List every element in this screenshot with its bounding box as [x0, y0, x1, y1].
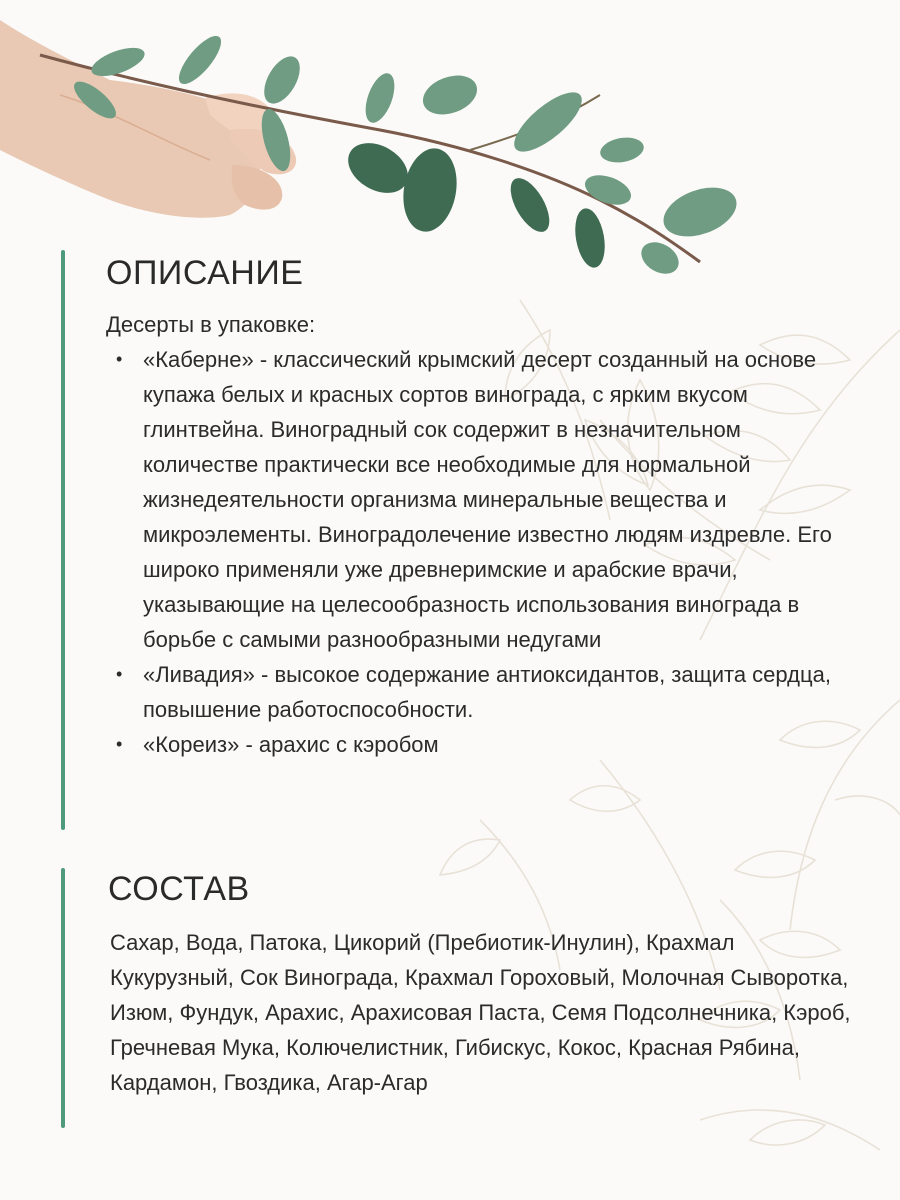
bullet-icon: • — [116, 349, 123, 369]
description-intro: Десерты в упаковке: — [106, 312, 316, 337]
list-item — [116, 727, 856, 762]
list-item-text: «Ливадия» - высокое содержание антиоксидантов, защита сердца, повышение работоспособности. — [143, 662, 831, 722]
dessert-list — [116, 342, 856, 762]
composition-accent-bar — [61, 868, 65, 1128]
list-item — [116, 657, 856, 727]
description-accent-bar — [61, 250, 65, 830]
composition-text: Сахар, Вода, Патока, Цикорий (Пребиотик-Инулин), Крахмал Кукурузный, Сок Винограда, Крахмал Гороховый, Молочная Сыворотка, Изюм, Фундук, Арахис, Арахисовая Паста, Семя Подсолнечника, Кэроб, Гречневая Мука, Колючелистник, Гибискус, Кокос, Красная Рябина, Кардамон, Гвоздика, Агар-Агар — [110, 930, 851, 1095]
composition-heading: СОСТАВ — [108, 870, 250, 908]
hand-illustration — [0, 20, 296, 218]
description-heading: ОПИСАНИЕ — [106, 254, 304, 292]
bullet-icon: • — [116, 734, 123, 754]
list-item-text: «Кореиз» - арахис с кэробом — [143, 732, 439, 757]
list-item-text: «Каберне» - классический крымский десерт созданный на основе купажа белых и красных сортов винограда, с ярким вкусом глинтвейна. Виноградный сок содержит в незначительном количестве практически все необходимые для нормальной жизнедеятельности организма минеральные вещества и микроэлементы. Виноградолечение известно людям издревле. Его широко применяли уже древнеримские и арабские врачи, указывающие на целесообразность использования винограда в борьбе с самыми разнообразными недугами — [143, 347, 832, 652]
list-item — [116, 342, 856, 657]
bullet-icon: • — [116, 664, 123, 684]
